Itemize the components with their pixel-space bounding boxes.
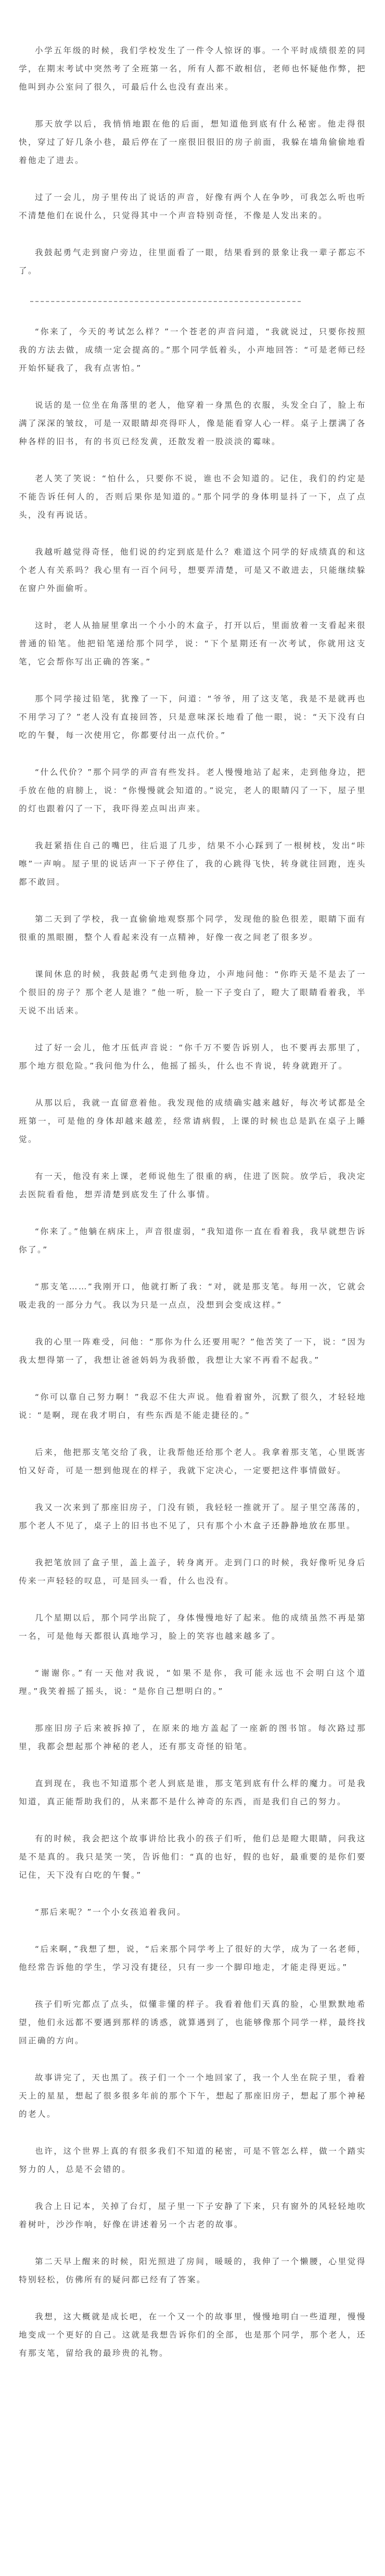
paragraph: “后来啊，”我想了想，说，“后来那个同学考上了很好的大学，成为了一名老师，他经常告诉他的学生，学习没有捷径，只有一步一个脚印地走，才能走得更远。” (19, 1944, 366, 1972)
paragraph: 我合上日记本，关掉了台灯，屋子里一下子安静了下来，只有窗外的风轻轻地吹着树叶，沙沙作响，好像在讲述着另一个古老的故事。 (19, 2202, 366, 2229)
section-divider (30, 301, 301, 302)
paragraph: 第二天早上醒来的时候，阳光照进了房间，暖暖的，我伸了一个懒腰，心里觉得特别轻松，仿佛所有的疑问都已经有了答案。 (19, 2257, 366, 2284)
paragraph: 我鼓起勇气走到窗户旁边，往里面看了一眼，结果看到的景象让我一辈子都忘不了。 (19, 248, 366, 275)
paragraph: “谢谢你。”有一天他对我说，“如果不是你，我可能永远也不会明白这个道理。”我笑着摇了摇头，说：“是你自己想明白的。” (19, 1668, 366, 1696)
paragraph: 第二天到了学校，我一直偷偷地观察那个同学，发现他的脸色很差，眼睛下面有很重的黑眼圈，整个人看起来没有一点精神，好像一夜之间老了很多岁。 (19, 914, 366, 942)
paragraph: 我赶紧捂住自己的嘴巴，往后退了几步，结果不小心踩到了一根树枝，发出“咔嚓”一声响。屋子里的说话声一下子停住了，我的心跳得飞快，转身就往回跑，连头都不敢回。 (19, 841, 366, 887)
paragraph: 有的时候，我会把这个故事讲给比我小的孩子们听，他们总是瞪大眼睛，问我这是不是真的。我只是笑一笑，告诉他们：“真的也好，假的也好，最重要的是你们要记住，天下没有白吃的午餐。” (19, 1834, 366, 1880)
paragraph: 那天放学以后，我悄悄地跟在他的后面，想知道他到底有什么秘密。他走得很快，穿过了好几条小巷，最后停在了一座很旧很旧的房子前面，我躲在墙角偷偷地看着他走了进去。 (19, 119, 366, 165)
paragraph: 那座旧房子后来被拆掉了，在原来的地方盖起了一座新的图书馆。每次路过那里，我都会想起那个神秘的老人，还有那支奇怪的铅笔。 (19, 1724, 366, 1751)
paragraph: 我想，这大概就是成长吧，在一个又一个的故事里，慢慢地明白一些道理，慢慢地变成一个更好的自己。这就是我想告诉你们的全部，也是那个同学，那个老人，还有那支笔，留给我的最珍贵的礼物。 (19, 2312, 366, 2358)
paragraph: 有一天，他没有来上课，老师说他生了很重的病，住进了医院。放学后，我决定去医院看看他，想弄清楚到底发生了什么事情。 (19, 1172, 366, 1199)
paragraph: 后来，他把那支笔交给了我，让我帮他还给那个老人。我拿着那支笔，心里既害怕又好奇，可是一想到他现在的样子，我就下定决心，一定要把这件事情做好。 (19, 1448, 366, 1475)
paragraph: “什么代价？”那个同学的声音有些发抖。老人慢慢地站了起来，走到他身边，把手放在他的肩膀上，说：“你慢慢就会知道的。”说完，老人的眼睛闪了一下，屋子里的灯也跟着闪了一下，我吓得差点叫出声来。 (19, 768, 366, 813)
paragraph: 从那以后，我就一直留意着他。我发现他的成绩确实越来越好，每次考试都是全班第一，可是他的身体却越来越差，经常请病假，上课的时候也总是趴在桌子上睡觉。 (19, 1098, 366, 1144)
paragraph: “你来了。”他躺在病床上，声音很虚弱，“我知道你一直在看着我，我早就想告诉你了。” (19, 1227, 366, 1254)
paragraph: 故事讲完了，天也黑了。孩子们一个一个地回家了，我一个人坐在院子里，看着天上的星星，想起了很多很多年前的那个下午，想起了那座旧房子，想起了那个神秘的老人。 (19, 2073, 366, 2119)
paragraph: 过了好一会儿，他才压低声音说：“你千万不要告诉别人，也不要再去那里了，那个地方很危险。”我问他为什么，他摇了摇头，什么也不肯说，转身就跑开了。 (19, 1043, 366, 1071)
paragraph: 孩子们听完都点了点头，似懂非懂的样子。我看着他们天真的脸，心里默默地希望，他们永远都不要遇到那样的诱惑，就算遇到了，也能够像那个同学一样，最终找回正确的方向。 (19, 2000, 366, 2045)
paragraph: 我又一次来到了那座旧房子，门没有锁，我轻轻一推就开了。屋子里空荡荡的，那个老人不见了，桌子上的旧书也不见了，只有那个小木盒子还静静地放在那里。 (19, 1503, 366, 1530)
paragraph: 过了一会儿，房子里传出了说话的声音，好像有两个人在争吵，可我怎么听也听不清楚他们在说什么，只觉得其中一个声音特别奇怪，不像是人发出来的。 (19, 193, 366, 220)
paragraph: “你来了，今天的考试怎么样？”一个苍老的声音问道，“我就说过，只要你按照我的方法去做，成绩一定会提高的。”那个同学低着头，小声地回答：“可是老师已经开始怀疑我了，我有点害怕。” (19, 327, 366, 373)
paragraph: 老人笑了笑说：“怕什么，只要你不说，谁也不会知道的。记住，我们的约定是不能告诉任何人的，否则后果你是知道的。”那个同学的身体明显抖了一下，点了点头，没有再说话。 (19, 474, 366, 520)
paragraph: “那后来呢？”一个小女孩追着我问。 (35, 1907, 187, 1917)
paragraph: “那支笔……”我刚开口，他就打断了我：“对，就是那支笔。每用一次，它就会吸走我的一部分力气。我以为只是一点点，没想到会变成这样。” (19, 1282, 366, 1310)
paragraph: 说话的是一位坐在角落里的老人，他穿着一身黑色的衣服，头发全白了，脸上布满了深深的皱纹，可是一双眼睛却亮得吓人，像是能看穿人心一样。桌子上摆满了各种各样的旧书，有的书页已经发黄，还散发着一股淡淡的霉味。 (19, 400, 366, 446)
story-intro (19, 42, 366, 280)
paragraph: 直到现在，我也不知道那个老人到底是谁，那支笔到底有什么样的魔力。可是我知道，真正能帮助我们的，从来都不是什么神奇的东西，而是我们自己的努力。 (19, 1779, 366, 1806)
paragraph: 课间休息的时候，我鼓起勇气走到他身边，小声地问他：“你昨天是不是去了一个很旧的房子？那个老人是谁？”他一听，脸一下子变白了，瞪大了眼睛看着我，半天说不出话来。 (19, 970, 366, 1015)
paragraph: “你可以靠自己努力啊！”我忍不住大声说。他看着窗外，沉默了很久，才轻轻地说：“是啊，现在我才明白，有些东西是不能走捷径的。” (19, 1392, 366, 1420)
paragraph: 几个星期以后，那个同学出院了，身体慢慢地好了起来。他的成绩虽然不再是第一名，可是他每天都很认真地学习，脸上的笑容也越来越多了。 (19, 1613, 366, 1641)
paragraph: 我把笔放回了盒子里，盖上盖子，转身离开。走到门口的时候，我好像听见身后传来一声轻轻的叹息，可是回头一看，什么也没有。 (19, 1558, 366, 1586)
story-body (19, 323, 366, 2363)
paragraph: 那个同学接过铅笔，犹豫了一下，问道：“爷爷，用了这支笔，我是不是就再也不用学习了？”老人没有直接回答，只是意味深长地看了他一眼，说：“天下没有白吃的午餐，每一次使用它，你都要付出一点代价。” (19, 694, 366, 740)
paragraph: 我越听越觉得奇怪，他们说的约定到底是什么？难道这个同学的好成绩真的和这个老人有关系吗？我心里有一百个问号，想要弄清楚，可是又不敢进去，只能继续躲在窗户外面偷听。 (19, 547, 366, 593)
paragraph: 这时，老人从抽屉里拿出一个小小的木盒子，打开以后，里面放着一支看起来很普通的铅笔。他把铅笔递给那个同学，说：“下个星期还有一次考试，你就用这支笔，它会帮你写出正确的答案。” (19, 621, 366, 667)
paragraph: 我的心里一阵难受，问他：“那你为什么还要用呢？”他苦笑了一下，说：“因为我太想得第一了，我想让爸爸妈妈为我骄傲，我想让大家不再看不起我。” (19, 1337, 366, 1365)
paragraph: 也许，这个世界上真的有很多我们不知道的秘密，可是不管怎么样，做一个踏实努力的人，总是不会错的。 (19, 2146, 366, 2174)
paragraph: 小学五年级的时候，我们学校发生了一件令人惊讶的事。一个平时成绩很差的同学，在期末考试中突然考了全班第一名，所有人都不敢相信，老师也怀疑他作弊，把他叫到办公室问了很久，可最后什么也没有查出来。 (19, 46, 366, 92)
